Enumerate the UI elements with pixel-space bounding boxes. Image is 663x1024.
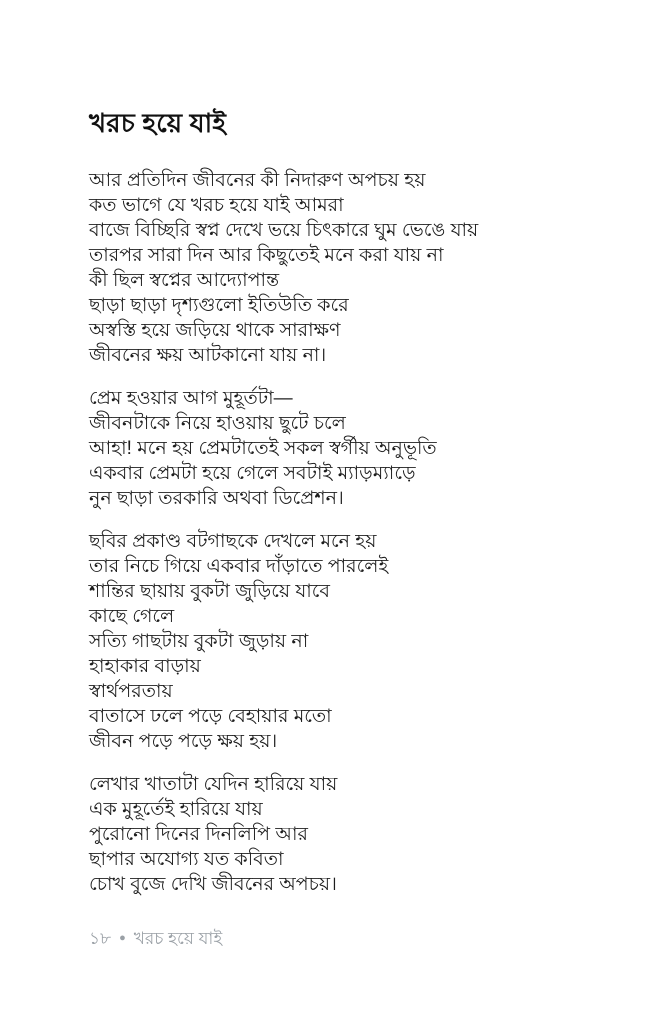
running-title: খরচ হয়ে যাই — [133, 929, 223, 948]
stanza-3 — [89, 529, 613, 754]
poem-line: আহা! মনে হয় প্রেমটাতেই সকল স্বর্গীয় অনুভূতি — [89, 438, 437, 459]
poem-line: ছাপার অযোগ্য যত কবিতা — [89, 849, 284, 870]
stanza-1 — [89, 168, 613, 368]
poem-line: একবার প্রেমটা হয়ে গেলে সবটাই ম্যাড়ম্যাড়ে — [89, 463, 416, 484]
poem-line: ছবির প্রকাণ্ড বটগাছকে দেখলে মনে হয় — [89, 531, 377, 552]
poem-line: স্বার্থপরতায় — [89, 681, 173, 702]
poem-line: চোখ বুজে দেখি জীবনের অপচয়। — [89, 874, 337, 895]
poem-line: এক মুহূর্তেই হারিয়ে যায় — [89, 799, 263, 820]
stanza-2 — [89, 386, 613, 511]
poem-line: ছাড়া ছাড়া দৃশ্যগুলো ইতিউতি করে — [89, 295, 349, 316]
bullet-separator-icon: ● — [119, 932, 126, 944]
poem-title: খরচ হয়ে যাই — [89, 108, 227, 138]
poem-content — [89, 106, 613, 915]
poem-line: জীবনটাকে নিয়ে হাওয়ায় ছুটে চলে — [89, 413, 346, 434]
poem-line: লেখার খাতাটা যেদিন হারিয়ে যায় — [89, 774, 338, 795]
poem-line: শান্তির ছায়ায় বুকটা জুড়িয়ে যাবে — [89, 581, 330, 602]
poem-line: নুন ছাড়া তরকারি অথবা ডিপ্রেশন। — [89, 488, 344, 509]
poem-line: সত্যি গাছটায় বুকটা জুড়ায় না — [89, 631, 309, 652]
poem-line: প্রেম হওয়ার আগ মুহূর্তটা— — [89, 388, 293, 409]
poem-line: তারপর সারা দিন আর কিছুতেই মনে করা যায় না — [89, 245, 444, 266]
poem-line: কাছে গেলে — [89, 606, 175, 627]
poem-line: বাজে বিচ্ছিরি স্বপ্ন দেখে ভয়ে চিৎকারে ঘুম ভেঙে যায় — [89, 220, 479, 241]
poem-line: অস্বস্তি হয়ে জড়িয়ে থাকে সারাক্ষণ — [89, 320, 341, 341]
poem-line: বাতাসে ঢলে পড়ে বেহায়ার মতো — [89, 706, 332, 727]
page-footer — [89, 928, 222, 950]
poem-line: জীবন পড়ে পড়ে ক্ষয় হয়। — [89, 731, 278, 752]
page-number: ১৮ — [89, 929, 112, 948]
poem-line: পুরোনো দিনের দিনলিপি আর — [89, 824, 308, 845]
stanza-4 — [89, 772, 613, 897]
poem-line: হাহাকার বাড়ায় — [89, 656, 201, 677]
poem-line: কত ভাগে যে খরচ হয়ে যাই আমরা — [89, 195, 344, 216]
poem-line: তার নিচে গিয়ে একবার দাঁড়াতে পারলেই — [89, 556, 389, 577]
poem-line: আর প্রতিদিন জীবনের কী নিদারুণ অপচয় হয় — [89, 170, 426, 191]
poem-line: কী ছিল স্বপ্নের আদ্যোপান্ত — [89, 270, 280, 291]
poem-line: জীবনের ক্ষয় আটকানো যায় না। — [89, 345, 327, 366]
